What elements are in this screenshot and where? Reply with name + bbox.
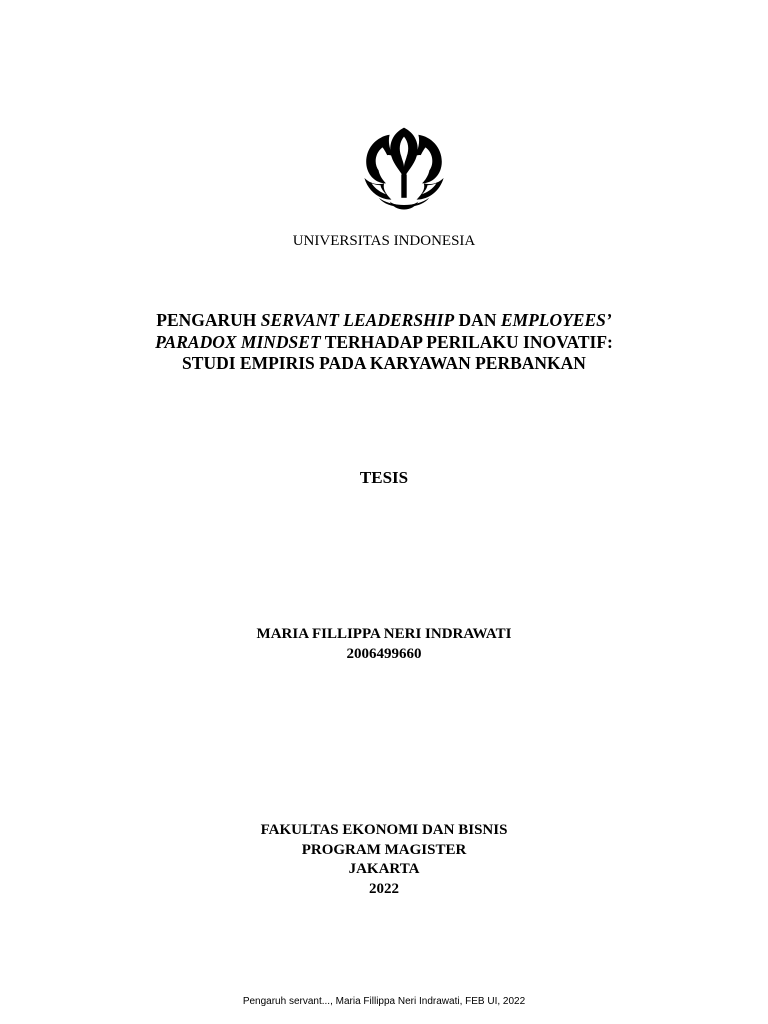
university-name: UNIVERSITAS INDONESIA [292,233,476,249]
author-block [0,625,768,664]
title-italic-text: PARADOX MINDSET [155,331,321,352]
title-italic-text: SERVANT LEADERSHIP [260,310,455,330]
faculty-name: FAKULTAS EKONOMI DAN BISNIS [260,822,508,838]
city-name: JAKARTA [348,861,420,877]
institution-block [0,821,768,899]
program-name: PROGRAM MAGISTER [301,841,467,858]
document-type: TESIS [359,468,409,487]
title-line-1 [0,310,768,332]
title-text: PENGARUH [156,310,261,330]
makara-emblem-icon [359,124,449,214]
title-text: TERHADAP PERILAKU INOVATIF: [320,331,613,352]
page-footer: Pengaruh servant..., Maria Fillippa Neri Indrawati, FEB UI, 2022 [242,996,526,1007]
title-italic-text: EMPLOYEES’ [500,310,612,330]
title-line-2 [0,332,768,354]
title-text: DAN [454,310,501,330]
student-id: 2006499660 [346,645,422,662]
title-line-3: STUDI EMPIRIS PADA KARYAWAN PERBANKAN [182,353,586,373]
year: 2022 [369,880,399,897]
thesis-title [0,310,768,375]
author-name: MARIA FILLIPPA NERI INDRAWATI [256,626,512,642]
